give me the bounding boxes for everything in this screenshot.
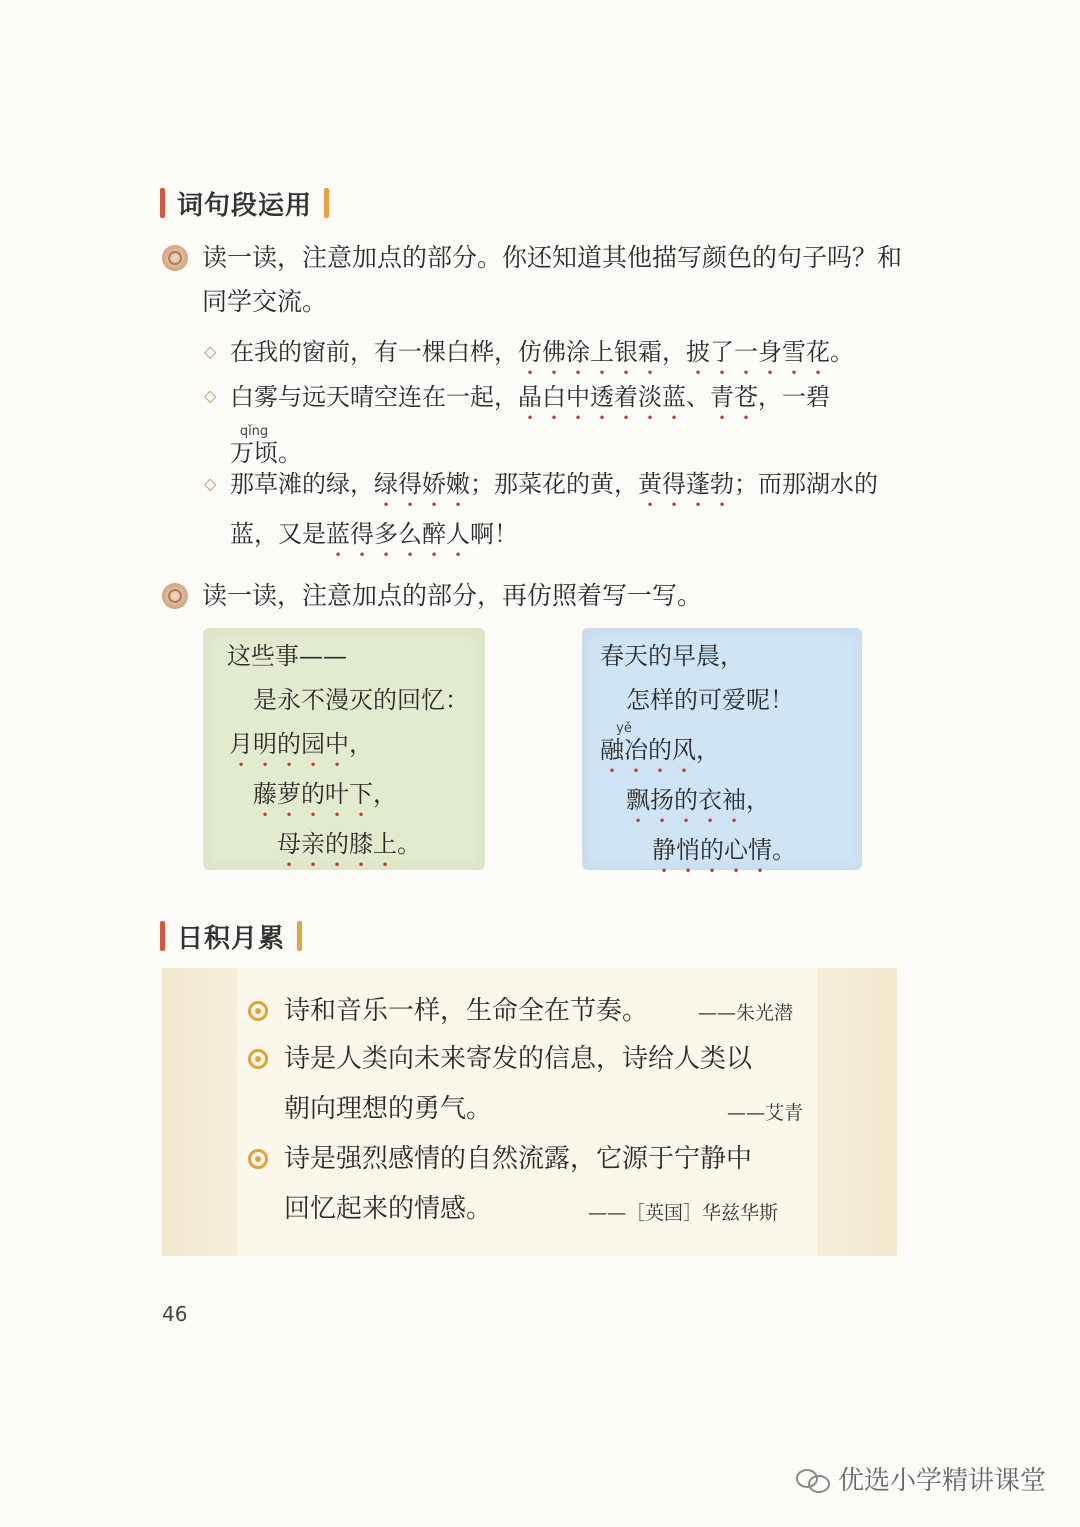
section-title-text: 词句段运用 xyxy=(177,190,313,221)
poem-line-emphasized: 母亲的膝上 xyxy=(277,830,397,858)
question-badge-icon xyxy=(162,583,188,609)
title-bar-left xyxy=(160,188,165,218)
poem-line-emphasized: 融冶yě的风 xyxy=(600,721,696,764)
item-text: 白雾与远天晴空连在一起， xyxy=(230,383,518,411)
poem-panel-left: 这些事—— 是永不漫灭的回忆： 月明的园中， 藤萝的叶下， 母亲的膝上。 xyxy=(203,628,485,870)
quote-text: 诗是人类向未来寄发的信息，诗给人类以 xyxy=(284,1044,753,1074)
title-bar-left xyxy=(160,921,165,951)
item-text: ，一碧 xyxy=(758,383,830,411)
page-number: 46 xyxy=(162,1302,188,1326)
quote-2 xyxy=(284,1034,752,1134)
diamond-bullet-icon: ◇ xyxy=(204,386,217,405)
watermark xyxy=(796,1460,1046,1497)
pinyin-ruby: 融冶yě xyxy=(600,721,648,764)
title-bar-right xyxy=(297,921,302,951)
diamond-bullet-icon: ◇ xyxy=(204,342,217,361)
poem-line: 怎样的可爱呢！ xyxy=(626,686,794,714)
emphasized-text: 黄得蓬勃 xyxy=(638,470,734,498)
section-title-text: 日积月累 xyxy=(177,923,286,954)
poem-line-emphasized: 藤萝的叶下 xyxy=(253,780,373,808)
poem-panel-right: 春天的早晨， 怎样的可爱呢！ 融冶yě的风， 飘扬的衣袖， 静悄的心情。 xyxy=(582,628,862,870)
example-item-2 xyxy=(204,374,890,476)
quote-text: 朝向理想的勇气。 xyxy=(284,1094,493,1124)
poem-line: 春天的早晨， xyxy=(600,642,744,670)
item-text: ；而那湖水的蓝，又是 xyxy=(230,470,878,548)
example-item-3 xyxy=(204,462,890,562)
item-text: 啊！ xyxy=(470,520,518,548)
item-text: 那草滩的绿， xyxy=(230,470,374,498)
quote-text: 诗和音乐一样，生命全在节奏。 xyxy=(284,996,649,1026)
title-bar-right xyxy=(324,188,329,218)
quote-bullet-icon xyxy=(248,1001,268,1021)
watermark-text: 优选小学精讲课堂 xyxy=(837,1466,1046,1496)
poem-line-emphasized: 静悄的心情 xyxy=(652,836,772,864)
item-text: ；那菜花的黄， xyxy=(470,470,638,498)
quote-1 xyxy=(284,986,648,1036)
question-2 xyxy=(162,574,902,618)
item-text: 在我的窗前，有一棵白桦， xyxy=(230,338,518,366)
item-text: 。 xyxy=(830,338,854,366)
example-item-1 xyxy=(204,330,890,380)
quote-author: ——［英国］华兹华斯 xyxy=(588,1202,779,1224)
emphasized-text: 晶白中透着淡蓝、青苍 xyxy=(518,383,758,411)
poem-line: 这些事—— xyxy=(227,642,347,670)
diamond-bullet-icon: ◇ xyxy=(204,474,217,493)
poem-line-emphasized: 月明的园中 xyxy=(229,730,349,758)
quote-author: ——艾青 xyxy=(727,1102,804,1124)
question-1 xyxy=(162,236,902,324)
pinyin-ruby: 万顷qǐng xyxy=(230,424,278,467)
quote-author: ——朱光潜 xyxy=(698,1002,794,1024)
quote-bullet-icon xyxy=(248,1149,268,1169)
poem-line-emphasized: 飘扬的衣袖 xyxy=(626,786,746,814)
quote-text: 回忆起来的情感。 xyxy=(284,1194,493,1224)
item-text: 。 xyxy=(278,439,302,467)
question-badge-icon xyxy=(162,245,188,271)
section-title-ri-ji-yue-lei xyxy=(160,916,302,956)
emphasized-text: 蓝得多么醉人 xyxy=(326,520,470,548)
emphasized-text: 绿得娇嫩 xyxy=(374,470,470,498)
emphasized-text: 仿佛涂上银霜，披了一身雪花 xyxy=(518,338,830,366)
quote-text: 诗是强烈感情的自然流露，它源于宁静中 xyxy=(284,1144,753,1174)
quote-bullet-icon xyxy=(248,1049,268,1069)
wechat-icon xyxy=(796,1467,830,1491)
question-2-text: 读一读，注意加点的部分，再仿照着写一写。 xyxy=(202,581,703,610)
question-1-text: 读一读，注意加点的部分。你还知道其他描写颜色的句子吗？和同学交流。 xyxy=(202,243,903,316)
section-title-ci-ju-duan xyxy=(160,183,329,223)
poem-line: 是永不漫灭的回忆： xyxy=(253,686,469,714)
